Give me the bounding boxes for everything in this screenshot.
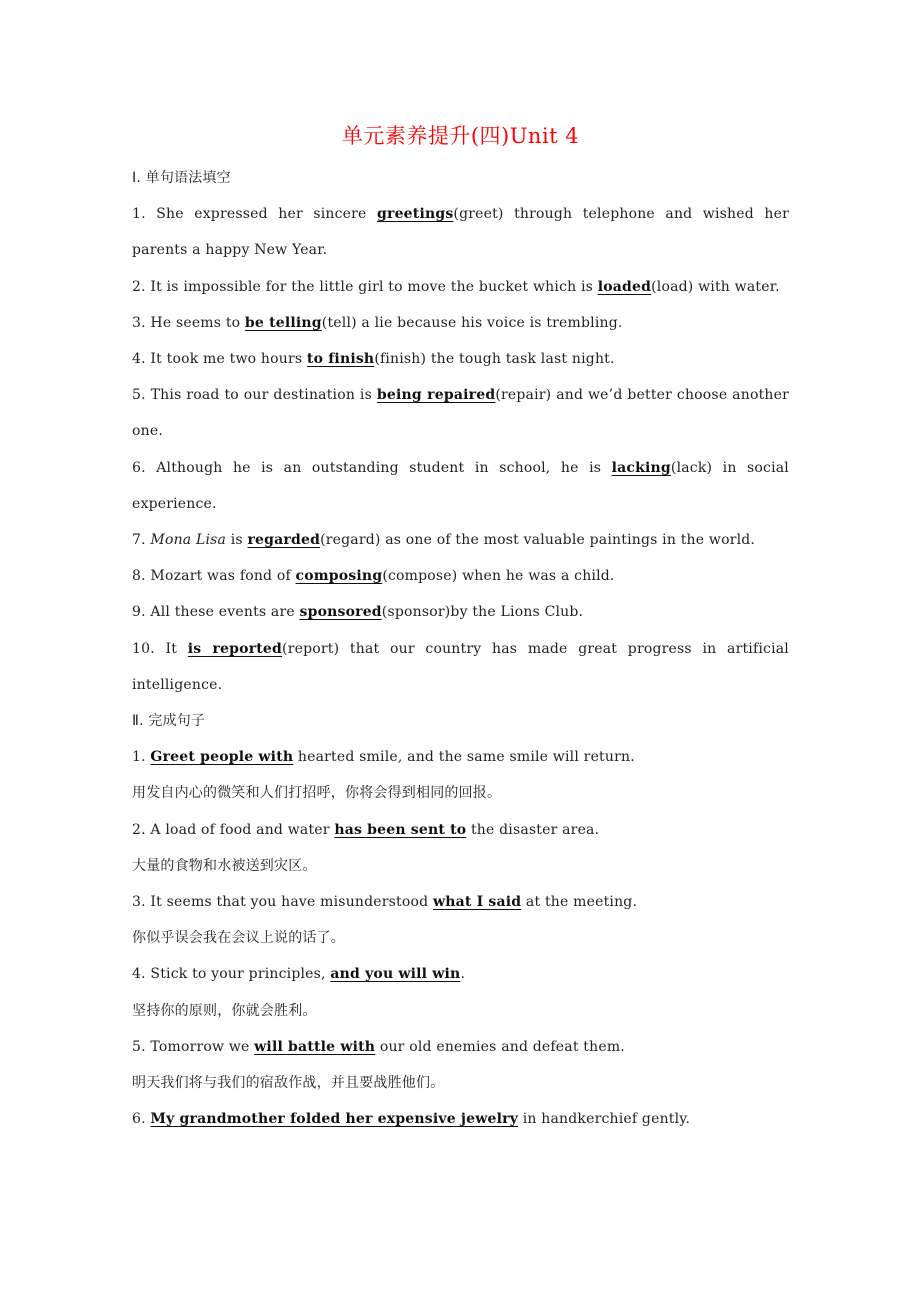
sentence-text: (compose) when he was a child. (382, 568, 615, 585)
exercise-item (132, 1029, 789, 1065)
sentence-text: 10. It (132, 640, 188, 657)
sentence-text: (repair) and we’d better choose another one. (132, 387, 789, 440)
answer-text: to finish (306, 351, 375, 368)
answer-text: being repaired (376, 387, 496, 404)
chinese-translation: 你似乎误会我在会议上说的话了。 (132, 930, 345, 947)
chinese-translation: 明天我们将与我们的宿敌作战，并且要战胜他们。 (132, 1075, 445, 1092)
chinese-translation: 坚持你的原则，你就会胜利。 (132, 1002, 317, 1019)
answer-text: lacking (611, 459, 671, 476)
answer-text: loaded (597, 278, 652, 295)
sentence-text: hearted smile, and the same smile will return. (293, 749, 635, 766)
section-1-items (132, 196, 789, 703)
answer-text: Greet people with (150, 749, 294, 766)
exercise-item (132, 739, 789, 775)
sentence-text: 5. Tomorrow we (132, 1038, 255, 1055)
sentence-text: our old enemies and defeat them. (375, 1038, 625, 1055)
sentence-text: (tell) a lie because his voice is trembling. (321, 314, 623, 331)
section-1-heading: Ⅰ. 单句语法填空 (132, 170, 231, 186)
sentence-text: 2. A load of food and water (132, 821, 335, 838)
sentence-text: (greet) through telephone and wished her parents a happy New Year. (132, 206, 789, 259)
exercise-item (132, 269, 789, 305)
exercise-item (132, 956, 789, 992)
sentence-text: (regard) as one of the most valuable paintings in the world. (320, 532, 756, 549)
sentence-text: 5. This road to our destination is (132, 387, 377, 404)
sentence-text: (finish) the tough task last night. (374, 351, 615, 368)
sentence-text: at the meeting. (521, 894, 638, 911)
answer-text: will battle with (254, 1038, 376, 1055)
sentence-text: the disaster area. (466, 821, 600, 838)
chinese-translation: 大量的食物和水被送到灾区。 (132, 857, 317, 874)
sentence-text: (sponsor)by the Lions Club. (381, 604, 584, 621)
sentence-text: 4. Stick to your principles, (132, 966, 331, 983)
sentence-text: 1. She expressed her sincere (132, 206, 377, 223)
answer-text: regarded (247, 532, 321, 549)
answer-text: composing (295, 568, 383, 585)
answer-text: is reported (187, 640, 283, 657)
sentence-text: (lack) in social experience. (132, 459, 789, 512)
sentence-text: . (460, 966, 466, 983)
answer-text: greetings (377, 206, 454, 223)
sentence-text: 6. (132, 1111, 151, 1128)
sentence-text: 3. It seems that you have misunderstood (132, 894, 433, 911)
exercise-item (132, 631, 789, 703)
sentence-text: is (226, 532, 248, 549)
sentence-text: 9. All these events are (132, 604, 300, 621)
section-2-heading: Ⅱ. 完成句子 (132, 713, 206, 730)
sentence-text: 2. It is impossible for the little girl to move the bucket which is (132, 278, 598, 295)
exercise-item (132, 341, 789, 377)
answer-text: My grandmother folded her expensive jewelry (150, 1111, 519, 1128)
exercise-item (132, 377, 789, 449)
exercise-item (132, 1101, 789, 1137)
sentence-text: 1. (132, 749, 151, 766)
chinese-translation: 用发自内心的微笑和人们打招呼，你将会得到相同的回报。 (132, 785, 502, 802)
answer-text: be telling (244, 314, 322, 331)
exercise-item (132, 884, 789, 920)
exercise-item (132, 558, 789, 594)
answer-text: sponsored (299, 604, 382, 621)
sentence-text: 4. It took me two hours (132, 351, 307, 368)
exercise-item (132, 196, 789, 268)
sentence-text: in handkerchief gently. (518, 1111, 691, 1128)
sentence-text: 6. Although he is an outstanding student in school, he is (132, 459, 612, 476)
section-2-items (132, 739, 789, 1137)
exercise-item (132, 594, 789, 630)
sentence-text: (load) with water. (651, 278, 780, 295)
sentence-text: 3. He seems to (132, 314, 245, 331)
answer-text: and you will win (330, 966, 461, 983)
exercise-item (132, 812, 789, 848)
answer-text: has been sent to (334, 821, 467, 838)
document-page (132, 118, 789, 1137)
italic-title: Mona Lisa (150, 532, 227, 549)
sentence-text: 8. Mozart was fond of (132, 568, 296, 585)
sentence-text: (report) that our country has made great progress in artificial intelligence. (132, 640, 789, 693)
document-title: 单元素养提升(四)Unit 4 (341, 124, 580, 148)
exercise-item (132, 450, 789, 522)
sentence-text: 7. (132, 532, 151, 549)
exercise-item (132, 522, 789, 558)
exercise-item (132, 305, 789, 341)
answer-text: what I said (432, 894, 522, 911)
